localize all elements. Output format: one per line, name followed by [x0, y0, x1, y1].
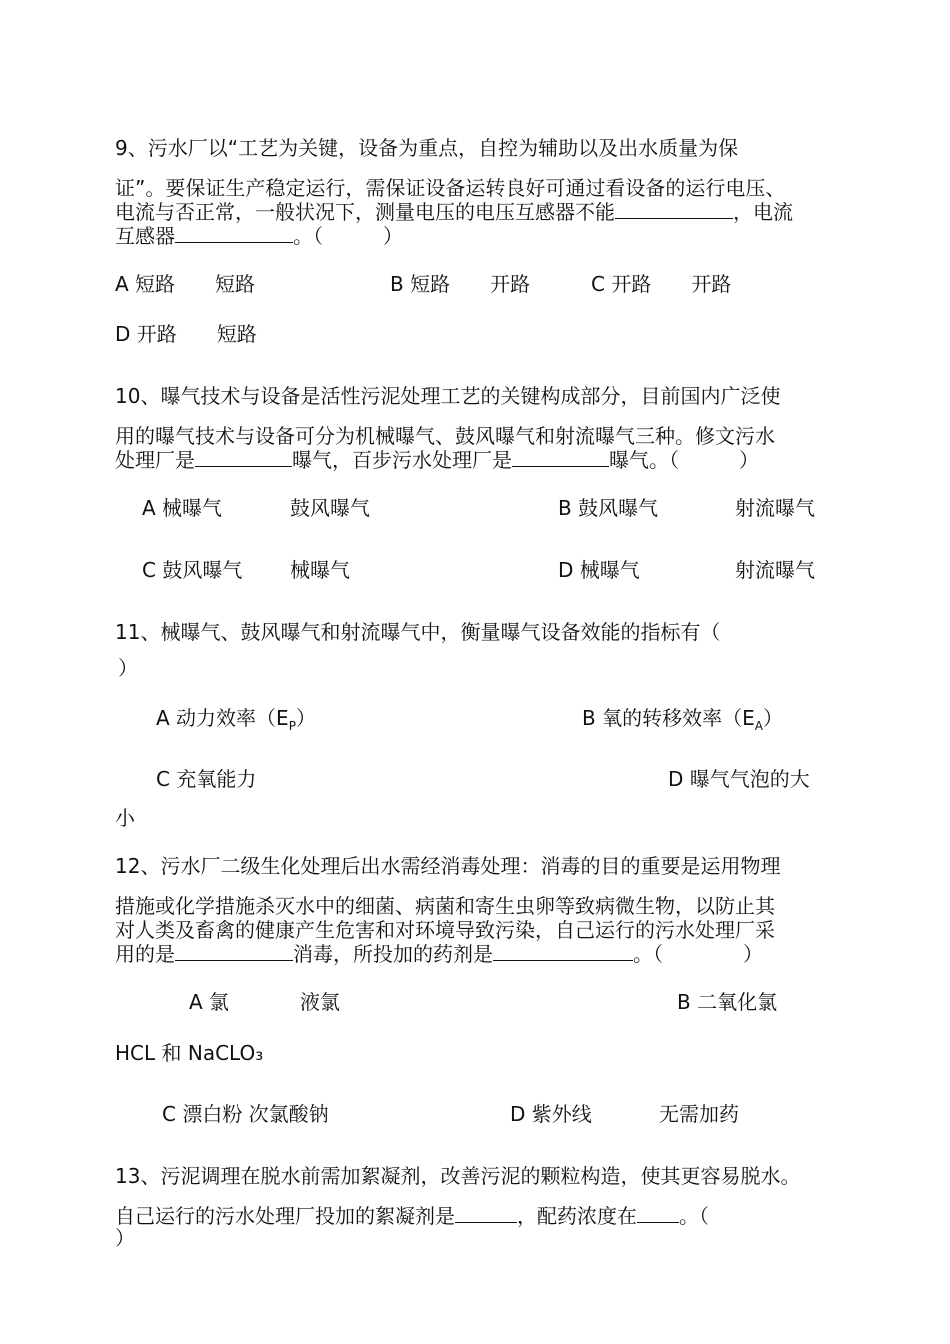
q9-line-4-end: 。（ ） — [293, 224, 403, 248]
q13-line-1: 13、污泥调理在脱水前需加絮凝剂，改善污泥的颗粒构造，使其更容易脱水。 — [115, 1164, 801, 1188]
q11-option-a-end: ） — [295, 706, 316, 730]
q12-option-b-cont: HCL 和 NaCLO₃ — [115, 1041, 264, 1065]
q9-option-d: D 开路 短路 — [115, 322, 257, 346]
q11-option-a-sub: P — [288, 719, 296, 733]
q9-line-3 — [115, 200, 793, 224]
q12-blank-2[interactable] — [493, 959, 633, 961]
q12-option-a-1: A 氯 — [189, 990, 230, 1014]
q11-option-b-end: ） — [762, 706, 783, 730]
q10-option-a-2: 鼓风曝气 — [290, 496, 370, 520]
q12-line-2: 措施或化学措施杀灭水中的细菌、病菌和寄生虫卵等致病微生物，以防止其 — [115, 894, 775, 918]
q12-line-1: 12、污水厂二级生化处理后出水需经消毒处理：消毒的目的重要是运用物理 — [115, 854, 781, 878]
q10-line-1: 10、曝气技术与设备是活性污泥处理工艺的关键构成部分，目前国内广泛使 — [115, 384, 781, 408]
q11-line-2: ） — [118, 656, 138, 680]
q11-option-d-cont: 小 — [115, 806, 135, 830]
q11-option-c: C 充氧能力 — [156, 767, 257, 791]
q10-line-3-end: 曝气。（ ） — [609, 448, 759, 472]
q9-blank-2[interactable] — [175, 241, 293, 243]
q13-blank-2[interactable] — [637, 1221, 679, 1223]
q13-line-2 — [115, 1204, 709, 1228]
q9-line-1: 9、污水厂以“工艺为关键，设备为重点，自控为辅助以及出水质量为保 — [115, 136, 739, 160]
q11-option-b — [582, 706, 783, 738]
q9-line-4 — [115, 224, 403, 248]
q10-option-a-1: A 械曝气 — [142, 496, 223, 520]
q10-option-b-2: 射流曝气 — [735, 496, 815, 520]
q13-line-2-end: 。（ — [679, 1204, 709, 1228]
q10-option-d-2: 射流曝气 — [735, 558, 815, 582]
q9-option-a: A 短路 短路 — [115, 272, 256, 296]
q9-option-c: C 开路 开路 — [591, 272, 732, 296]
q9-line-3-end: ，电流 — [733, 200, 793, 224]
q11-option-b-sub: A — [754, 719, 763, 733]
q12-line-3: 对人类及畜禽的健康产生危害和对环境导致污染，自己运行的污水处理厂采 — [115, 918, 775, 942]
q11-line-1: 11、械曝气、鼓风曝气和射流曝气中，衡量曝气设备效能的指标有（ — [115, 620, 721, 644]
q10-line-3 — [115, 448, 759, 472]
q9-line-3-text: 电流与否正常，一般状况下，测量电压的电压互感器不能 — [115, 200, 615, 224]
q12-option-a-2: 液氯 — [300, 990, 340, 1014]
q11-option-a-text: A 动力效率（E — [156, 706, 289, 730]
q12-blank-1[interactable] — [175, 959, 293, 961]
q10-line-2: 用的曝气技术与设备可分为机械曝气、鼓风曝气和射流曝气三种。修文污水 — [115, 424, 775, 448]
q11-option-a — [156, 706, 316, 738]
q12-option-b: B 二氧化氯 — [677, 990, 778, 1014]
q12-option-c: C 漂白粉 次氯酸钠 — [162, 1102, 329, 1126]
q10-option-d-1: D 械曝气 — [558, 558, 640, 582]
q12-option-d-2: 无需加药 — [659, 1102, 739, 1126]
q11-option-d: D 曝气气泡的大 — [668, 767, 810, 791]
q10-option-c-1: C 鼓风曝气 — [142, 558, 243, 582]
q12-line-4-text: 用的是 — [115, 942, 175, 966]
q10-line-3-text: 处理厂是 — [115, 448, 195, 472]
q13-line-3: ） — [115, 1226, 135, 1250]
q9-line-4-text: 互感器 — [115, 224, 175, 248]
q11-option-b-text: B 氧的转移效率（E — [582, 706, 755, 730]
q12-line-4-end: 。（ ） — [633, 942, 763, 966]
q13-line-2-text: 自己运行的污水处理厂投加的絮凝剂是 — [115, 1204, 455, 1228]
q13-line-2-mid: ，配药浓度在 — [517, 1204, 637, 1228]
q12-option-d-1: D 紫外线 — [510, 1102, 592, 1126]
q12-line-4 — [115, 942, 763, 966]
q10-line-3-mid: 曝气，百步污水处理厂是 — [292, 448, 512, 472]
q10-blank-1[interactable] — [195, 465, 292, 467]
q13-blank-1[interactable] — [455, 1221, 517, 1223]
q10-blank-2[interactable] — [512, 465, 609, 467]
q9-option-b: B 短路 开路 — [390, 272, 531, 296]
q9-line-2: 证”。要保证生产稳定运行，需保证设备运转良好可通过看设备的运行电压、 — [115, 176, 786, 200]
q10-option-c-2: 械曝气 — [290, 558, 350, 582]
q12-line-4-mid: 消毒，所投加的药剂是 — [293, 942, 493, 966]
q10-option-b-1: B 鼓风曝气 — [558, 496, 659, 520]
q9-blank-1[interactable] — [615, 217, 733, 219]
